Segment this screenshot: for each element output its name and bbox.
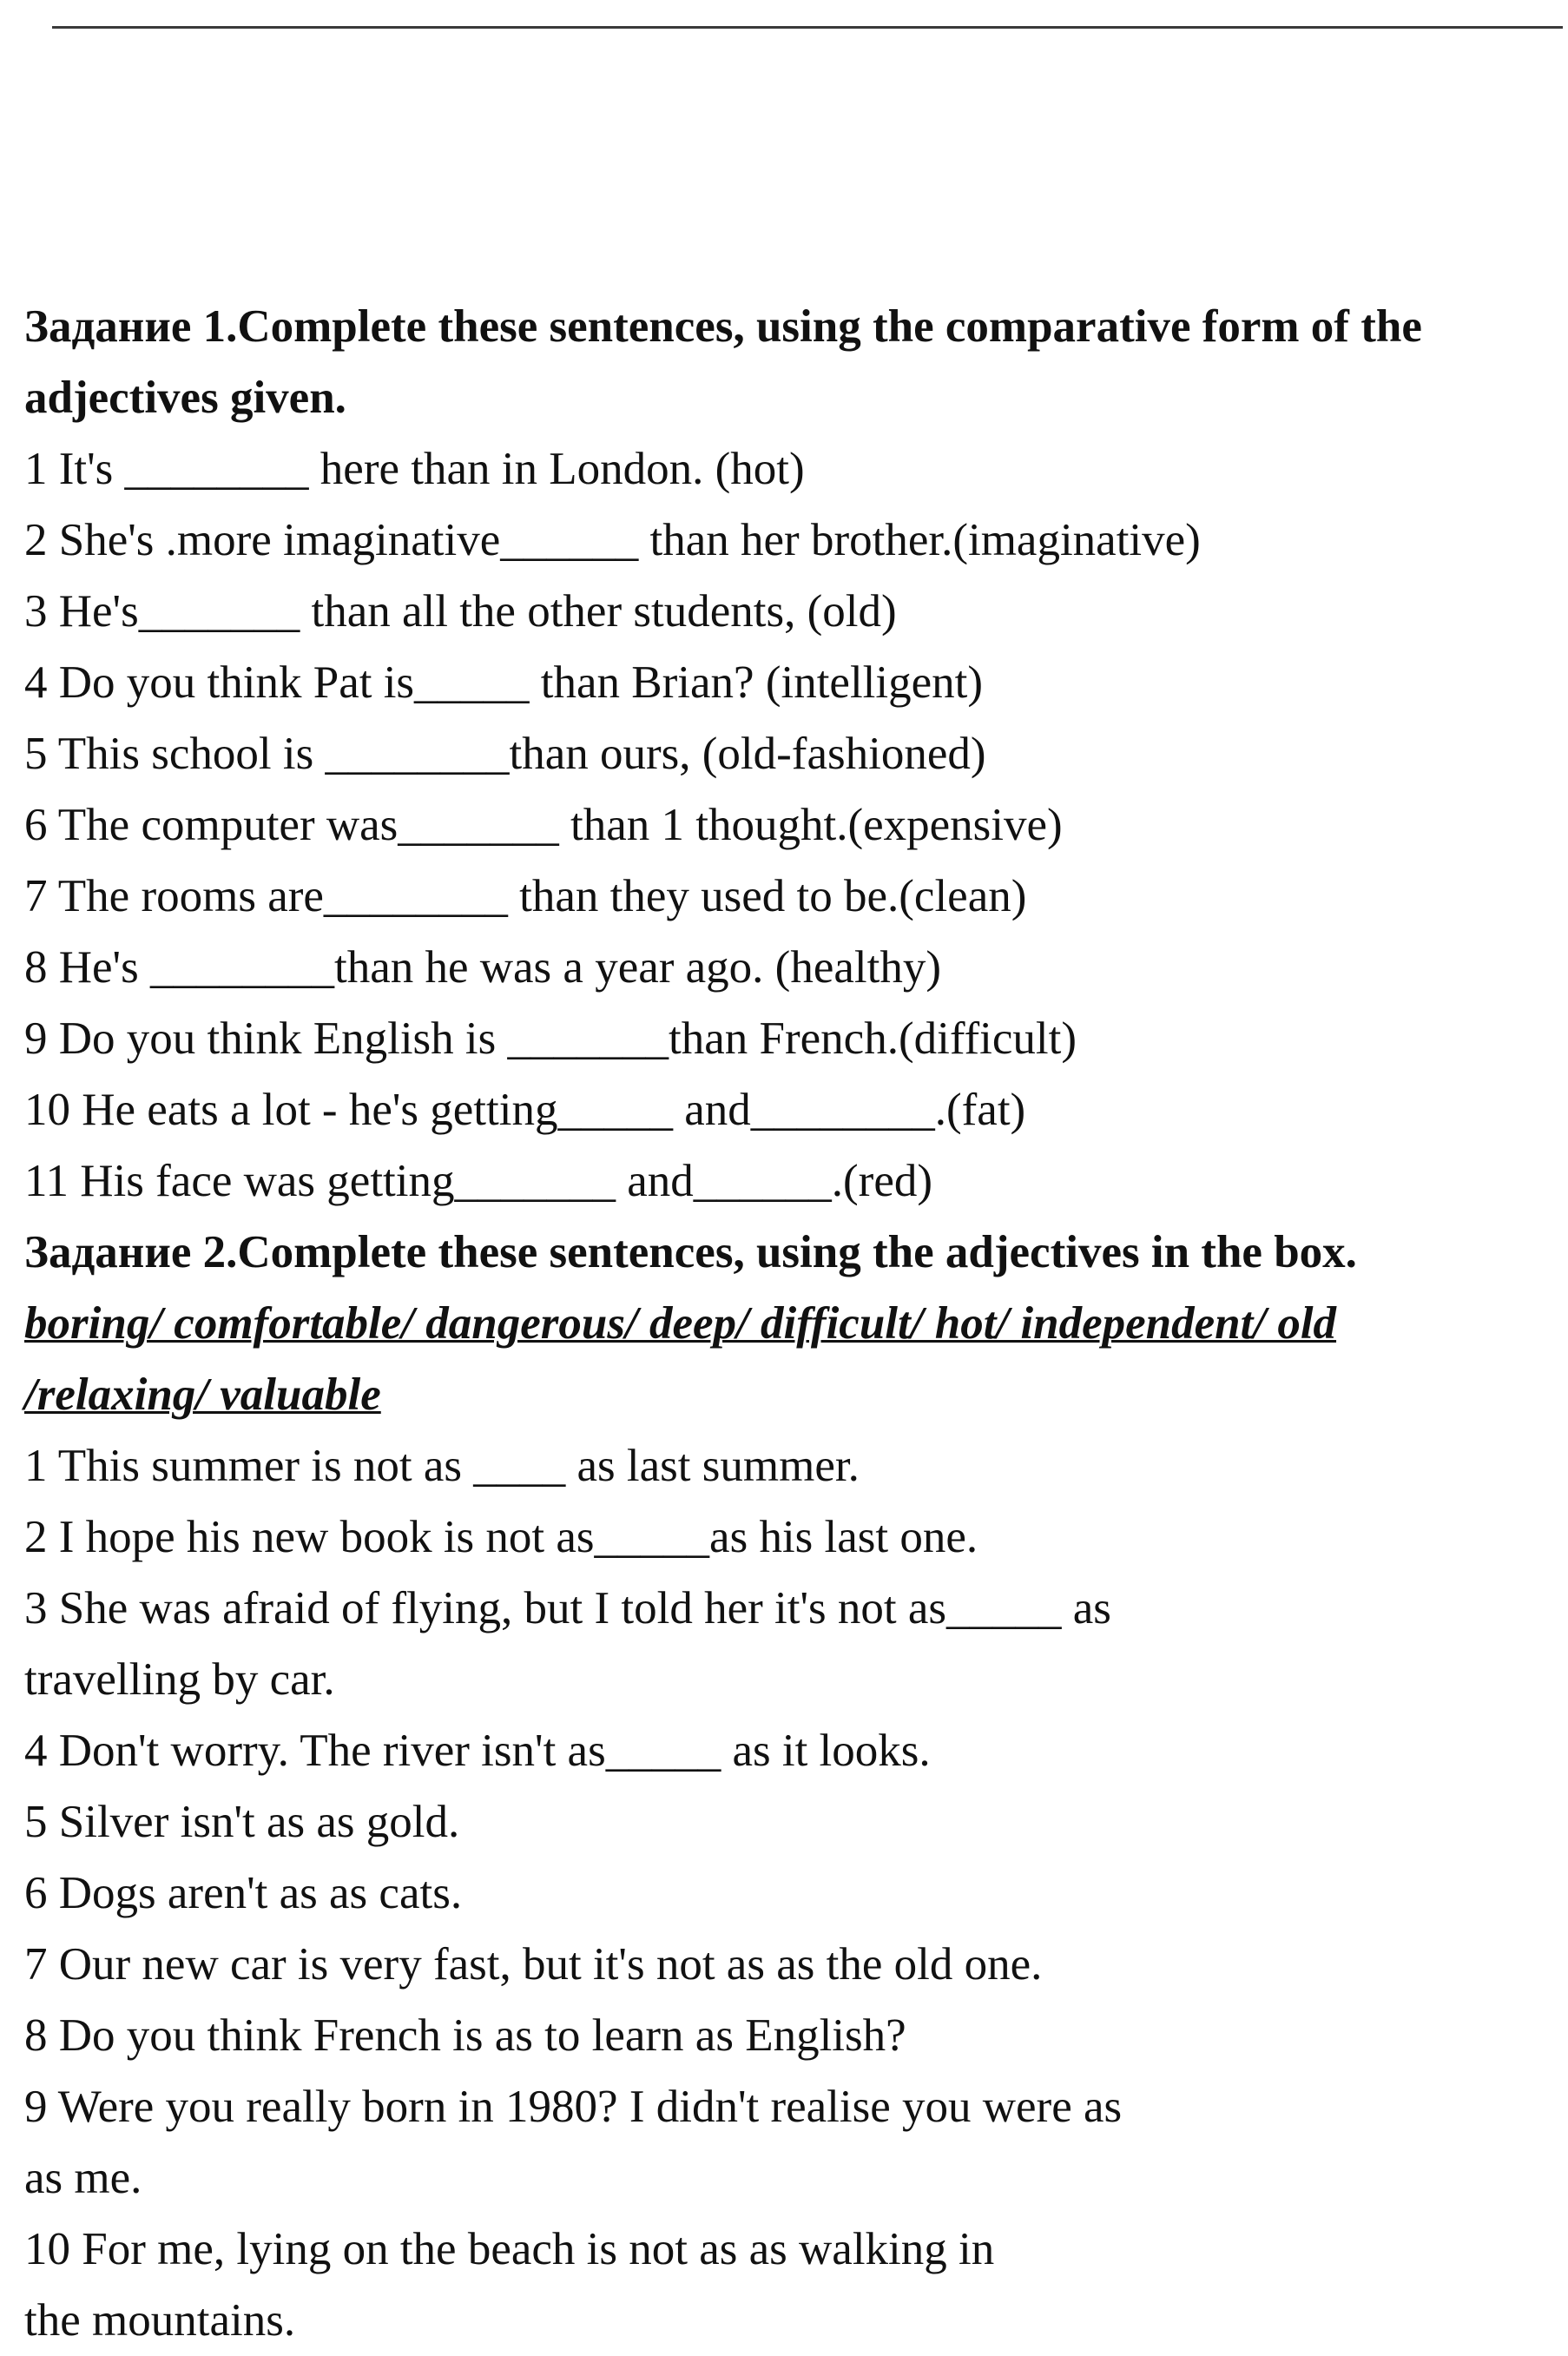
task1-heading-line2: adjectives given.	[24, 373, 346, 423]
task2-item-continuation: as me.	[24, 2153, 142, 2203]
task2-item: 7 Our new car is very fast, but it's not as as the old one.	[24, 1939, 1043, 1990]
task2-item: 6 Dogs aren't as as cats.	[24, 1868, 463, 1918]
task2-item: 4 Don't worry. The river isn't as_____ as it looks.	[24, 1726, 931, 1776]
task1-item: 7 The rooms are________ than they used to be.(clean)	[24, 871, 1027, 921]
word-box-line2: /relaxing/ valuable	[24, 1369, 381, 1420]
task2-item: 5 Silver isn't as as gold.	[24, 1797, 460, 1847]
task1-item: 5 This school is ________than ours, (old-fashioned)	[24, 729, 986, 779]
task1-item: 6 The computer was_______ than 1 thought.(expensive)	[24, 800, 1063, 850]
task1-item: 10 He eats a lot - he's getting_____ and________.(fat)	[24, 1085, 1026, 1135]
worksheet	[24, 291, 1552, 2356]
task2-item: 8 Do you think French is as to learn as English?	[24, 2010, 906, 2061]
word-box-line1: boring/ comfortable/ dangerous/ deep/ difficult/ hot/ independent/ old	[24, 1298, 1337, 1349]
task1-item: 11 His face was getting_______ and______.(red)	[24, 1156, 932, 1206]
task1-item: 9 Do you think English is _______than French.(difficult)	[24, 1013, 1077, 1064]
task2-item-continuation: travelling by car.	[24, 1654, 335, 1705]
task1-item: 3 He's_______ than all the other students, (old)	[24, 586, 897, 637]
task1-item: 1 It's ________ here than in London. (hot)	[24, 444, 805, 494]
task2-item: 9 Were you really born in 1980? I didn't realise you were as	[24, 2082, 1123, 2132]
task2-heading: Задание 2.Complete these sentences, using the adjectives in the box.	[24, 1227, 1357, 1277]
task2-item: 1 This summer is not as ____ as last summer.	[24, 1441, 860, 1491]
task1-item: 4 Do you think Pat is_____ than Brian? (intelligent)	[24, 657, 984, 708]
task2-item: 3 She was afraid of flying, but I told her it's not as_____ as	[24, 1583, 1111, 1633]
task2-item: 2 I hope his new book is not as_____as his last one.	[24, 1512, 978, 1562]
task1-item: 8 He's ________than he was a year ago. (healthy)	[24, 942, 941, 993]
task2-item-continuation: the mountains.	[24, 2295, 296, 2346]
task2-item: 10 For me, lying on the beach is not as as walking in	[24, 2224, 995, 2274]
task1-heading-line1: Задание 1.Complete these sentences, using the comparative form of the	[24, 301, 1422, 352]
task1-item: 2 She's .more imaginative______ than her brother.(imaginative)	[24, 515, 1201, 565]
top-rule	[52, 26, 1563, 29]
